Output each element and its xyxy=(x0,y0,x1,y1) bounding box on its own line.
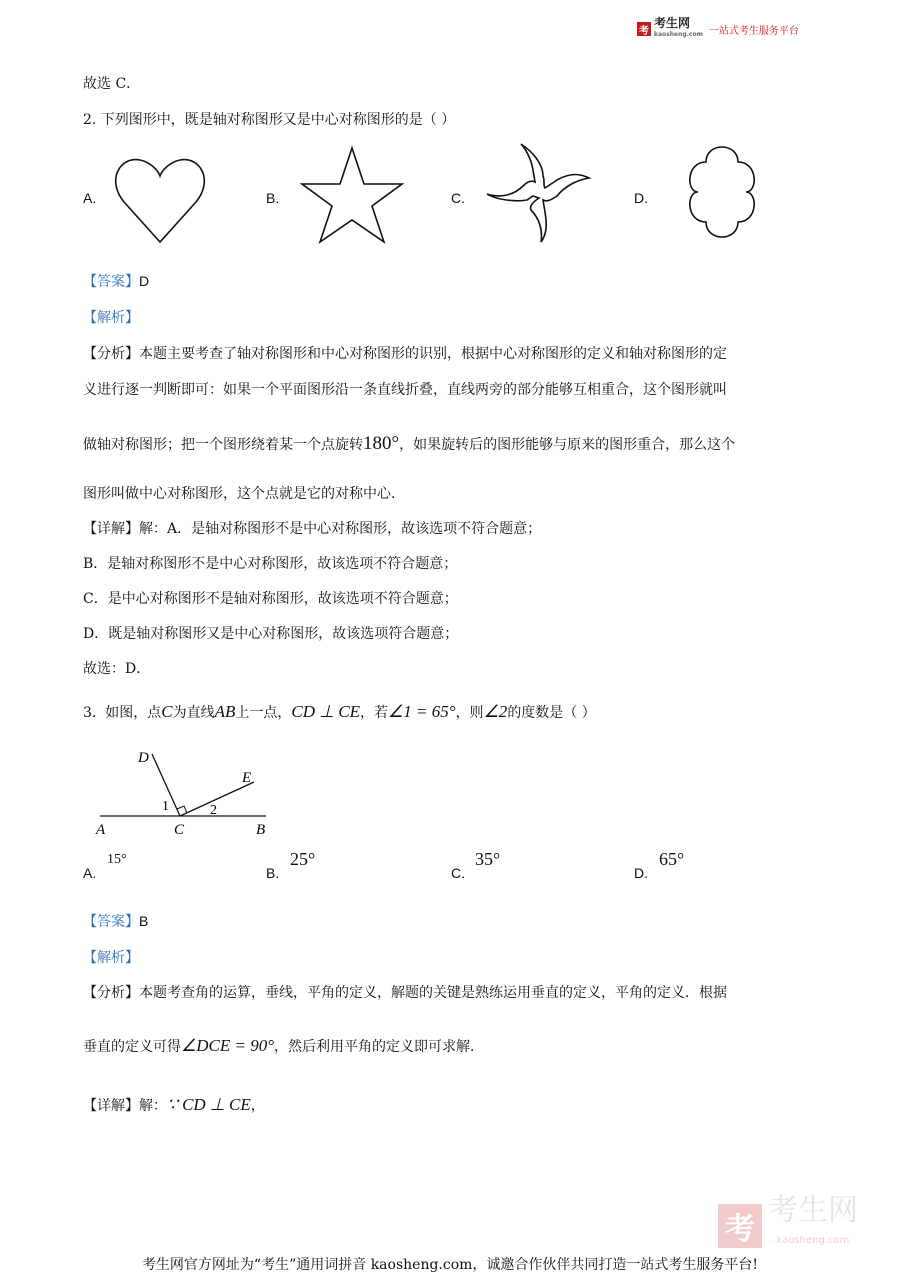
watermark-name: 考生网 xyxy=(768,1193,858,1228)
detail-text: 解： xyxy=(139,1098,167,1114)
q2-conclusion: 故选：D． xyxy=(83,661,151,677)
q3-option-c-label: C. xyxy=(451,865,465,881)
q2-option-a-label: A. xyxy=(83,190,97,206)
q2-detail-line2: B．是轴对称图形不是中心对称图形，故该选项不符合题意； xyxy=(83,556,458,572)
fenxi-text: 垂直的定义可得 xyxy=(83,1039,181,1055)
q2-detail-line1 xyxy=(83,518,541,538)
q2-option-d-label: D. xyxy=(634,190,648,206)
q3-number: 3. xyxy=(83,705,97,721)
label-c: C xyxy=(174,822,185,838)
q3-option-a-value: 15° xyxy=(107,852,127,867)
q2-option-c-label: C. xyxy=(451,190,465,206)
q2-detail-line3: C．是中心对称图形不是轴对称图形，故该选项不符合题意； xyxy=(83,591,458,607)
q3-fenxi-line1 xyxy=(83,982,727,1002)
ray-ce xyxy=(180,782,254,816)
q3-option-d-value: 65° xyxy=(659,849,685,869)
q3-text: 为直线 xyxy=(172,705,215,721)
answer-tag: 【答案】 xyxy=(83,914,139,930)
q2-detail-line4: D．既是轴对称图形又是中心对称图形，故该选项符合题意； xyxy=(83,626,459,642)
q3-text: ，则 xyxy=(455,705,484,721)
q3-option-b-value: 25° xyxy=(290,849,316,869)
label-d: D xyxy=(138,750,149,766)
math-perpendicular: CD ⊥ CE xyxy=(291,702,361,721)
q3-option-c-value: 35° xyxy=(475,849,501,869)
fenxi-text: ，如果旋转后的图形能够与原来的图形重合，那么这个 xyxy=(399,437,736,453)
detail-text: 解：A．是轴对称图形不是中心对称图形，故该选项不符合题意； xyxy=(139,521,542,537)
q3-option-a-label: A. xyxy=(83,865,97,881)
brand-domain: kaosheng.com xyxy=(654,31,703,38)
math-point-c: C xyxy=(161,702,173,721)
q2-answer xyxy=(83,271,149,291)
q2-analysis-tag: 【解析】 xyxy=(83,310,139,326)
q3-detail-line1 xyxy=(83,1095,265,1115)
detail-text: ， xyxy=(250,1098,265,1114)
label-angle-2: 2 xyxy=(210,803,217,818)
answer-tag: 【答案】 xyxy=(83,274,139,290)
angle-figure xyxy=(92,744,282,840)
answer-value: D xyxy=(139,273,150,289)
q3-option-b-label: B. xyxy=(266,865,280,881)
heart-figure xyxy=(112,150,212,250)
answer-value: B xyxy=(139,913,149,929)
brand-logo xyxy=(637,18,799,40)
fenxi-text: ，然后利用平角的定义即可求解． xyxy=(274,1039,485,1055)
detail-tag: 【详解】 xyxy=(83,1098,139,1114)
q3-analysis-tag: 【解析】 xyxy=(83,950,139,966)
q2-fenxi-line1 xyxy=(83,343,727,363)
math-angle-dce: ∠DCE = 90° xyxy=(181,1036,275,1055)
watermark-logo xyxy=(718,1193,858,1256)
pinwheel-figure xyxy=(485,140,593,244)
q3-option-d-label: D. xyxy=(634,865,648,881)
q3-question xyxy=(83,702,596,722)
label-b: B xyxy=(256,822,266,838)
logo-icon: 考 xyxy=(637,22,651,36)
q1-conclusion: 故选 C． xyxy=(83,76,141,92)
q3-text: 上一点， xyxy=(235,705,292,721)
footer-text: 考生网官方网址为“考生”通用词拼音 kaosheng.com，诚邀合作伙伴共同打造一站式考生服务平台! xyxy=(141,1257,759,1273)
q2-fenxi-line4: 图形叫做中心对称图形，这个点就是它的对称中心． xyxy=(83,486,405,502)
detail-tag: 【详解】 xyxy=(83,521,139,537)
watermark-text xyxy=(768,1193,858,1256)
q2-fenxi-line3 xyxy=(83,433,735,455)
math-angle-1: ∠1 = 65° xyxy=(388,702,456,721)
fenxi-tag: 【分析】 xyxy=(83,346,139,362)
q3-fenxi-line2 xyxy=(83,1036,484,1056)
math-line-ab: AB xyxy=(214,702,236,721)
fenxi-tag: 【分析】 xyxy=(83,985,139,1001)
fenxi-text: 本题考查角的运算，垂线，平角的定义，解题的关键是熟练运用垂直的定义，平角的定义．根据 xyxy=(139,985,727,1001)
q3-answer xyxy=(83,911,148,931)
fenxi-text: 本题主要考查了轴对称图形和中心对称图形的识别，根据中心对称图形的定义和轴对称图形的定 xyxy=(139,346,727,362)
fenxi-text: 做轴对称图形；把一个图形绕着某一个点旋转 xyxy=(83,437,363,453)
math-because-perp: ∵ CD ⊥ CE xyxy=(167,1095,251,1114)
brand-name: 考生网 kaosheng.com xyxy=(654,16,703,38)
quatrefoil-figure xyxy=(666,136,778,248)
angle-value: 180° xyxy=(363,433,400,454)
math-angle-2: ∠2 xyxy=(483,702,508,721)
q2-option-b-label: B. xyxy=(266,190,280,206)
q3-text: 的度数是（ ） xyxy=(507,705,596,721)
label-a: A xyxy=(96,822,106,838)
q3-text: ，若 xyxy=(360,705,389,721)
label-angle-1: 1 xyxy=(162,799,169,814)
q2-fenxi-line2: 义进行逐一判断即可：如果一个平面图形沿一条直线折叠，直线两旁的部分能够互相重合，这个图形就叫 xyxy=(83,382,727,398)
q2-question: 2. 下列图形中，既是轴对称图形又是中心对称图形的是（ ） xyxy=(83,112,456,128)
star-figure xyxy=(300,146,404,246)
label-e: E xyxy=(242,770,252,786)
q3-text: 如图，点 xyxy=(105,705,162,721)
watermark-domain: kaosheng.com xyxy=(776,1235,850,1246)
brand-tagline: 一站式考生服务平台 xyxy=(708,25,799,37)
watermark-icon: 考 xyxy=(718,1204,762,1248)
